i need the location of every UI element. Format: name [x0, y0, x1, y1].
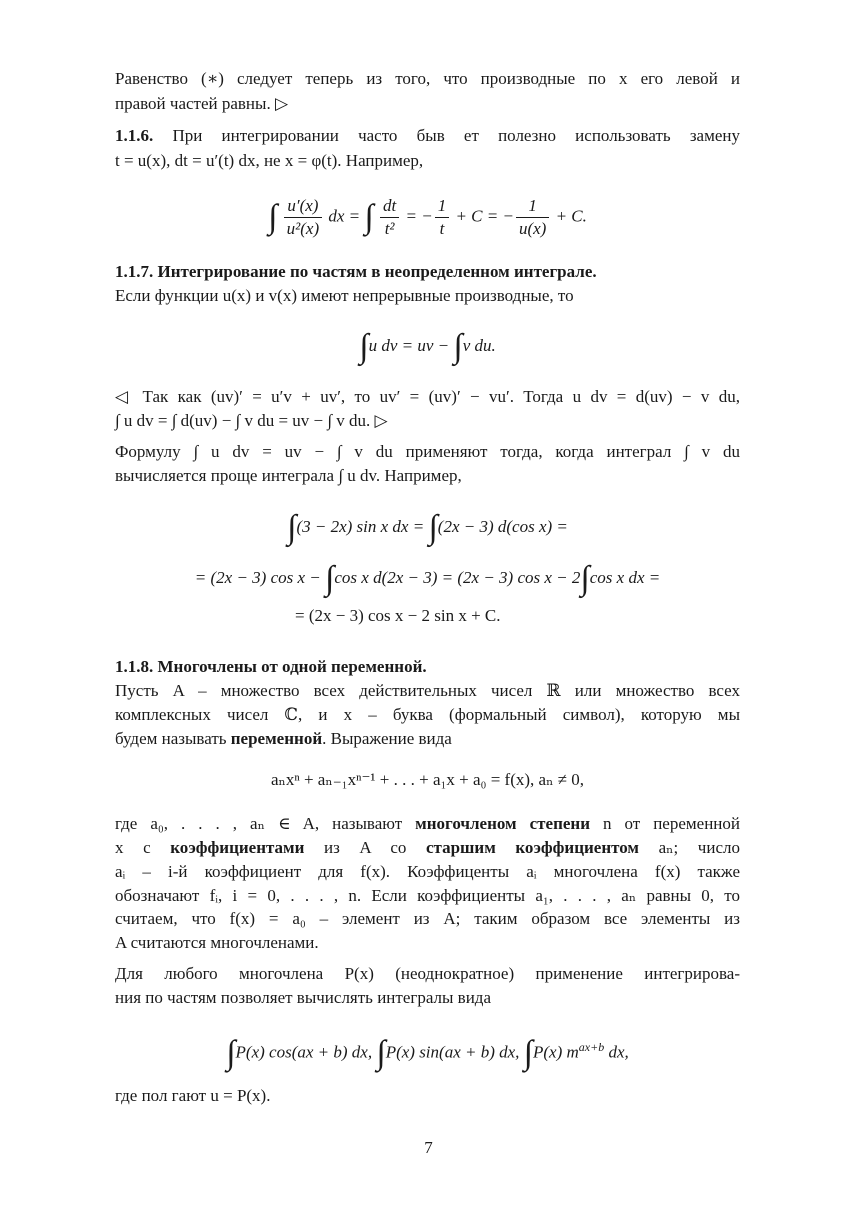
section-number-116: 1.1.6. [115, 126, 154, 145]
equation-polynomial: aₙxⁿ + aₙ₋₁xⁿ⁻¹ + . . . + a₁x + a₀ = f(x), aₙ ≠ 0, [270, 770, 585, 789]
equation-integrals: ∫P(x) cos(ax + b) dx, ∫P(x) sin(ax + b) dx, ∫P(x) $m^{ax+b}$ dx, [226, 1034, 629, 1072]
paragraph-116 [115, 125, 740, 147]
equation-example-line2: = (2x − 3) cos x − ∫cos x d(2x − 3) = (2x − 3) cos x − 2∫cos x dx = [194, 560, 661, 597]
text-line: обозначают fᵢ, i = 0, . . . , n. Если коэффициенты a₁, . . . , aₙ равны 0, то [115, 886, 740, 905]
text-line: Для любого многочлена P(x) (неоднократное) применение интегрирова- [115, 964, 740, 983]
text-line: x с коэффициентами из A со старшим коэффициентом aₙ; число [115, 838, 740, 857]
equation-example-line3: = (2x − 3) cos x − 2 sin x + C. [295, 606, 501, 625]
integral-sign: ∫ [364, 198, 374, 236]
text-line: A считаются многочленами. [115, 933, 319, 952]
equation-substitution: ∫ $\frac{u'(x)}{\text{u²(x)}}$ dx = ∫ $\frac{dt}{\text{t²}}$ = − $\frac{1}{t}$ + C = − $\frac{1}{u(x)}$ + C. [268, 196, 587, 238]
section-heading-118: 1.1.8. Многочлены от одной переменной. [115, 657, 427, 676]
equation-parts-formula: ∫u dv = uv − ∫v du. [359, 328, 496, 365]
text-line: aᵢ – i-й коэффициент для f(x). Коэффиценты aᵢ многочлена f(x) также [115, 862, 740, 881]
text-line: t = u(x), dt = u′(t) dx, не x = φ(t). Например, [115, 151, 424, 170]
text-line: ∫ u dv = ∫ d(uv) − ∫ v du = uv − ∫ v du. ▷ [115, 411, 388, 430]
text-line: считаем, что f(x) = a₀ – элемент из A; таким образом все элементы из [115, 909, 740, 928]
text-line: ◁ Так как (uv)′ = u′v + uv′, то uv′ = (uv)′ − vu′. Тогда u dv = d(uv) − v du, [115, 387, 740, 406]
text-line: ния по частям позволяет вычислять интегралы вида [115, 988, 492, 1007]
equation-example-line1: ∫(3 − 2x) sin x dx = ∫(2x − 3) d(cos x) = [287, 509, 568, 546]
text-line: Если функции u(x) и v(x) имеют непрерывные производные, то [115, 286, 574, 305]
text-line: Формулу ∫ u dv = uv − ∫ v du применяют тогда, когда интеграл ∫ v du [115, 442, 740, 461]
integral-sign: ∫ [268, 198, 278, 236]
page-number: 7 [424, 1138, 433, 1157]
fraction: $\frac{1}{t}$ [435, 195, 450, 240]
fraction: $\frac{dt}{\text{t²}}$ [380, 195, 399, 240]
text-line: комплексных чисел ℂ, и x – буква (формальный символ), которую мы [115, 705, 740, 724]
text-line: где a₀, . . . , aₙ ∈ A, называют многочленом степени n от переменной [115, 814, 740, 833]
text-line: будем называть переменной. Выражение вида [115, 729, 452, 748]
text-line: Пусть A – множество всех действительных чисел ℝ или множество всех [115, 681, 740, 700]
term-leading-coefficient: старшим коэффициентом [425, 838, 640, 857]
fraction: $\frac{1}{u(x)}$ [516, 195, 549, 240]
term-variable: переменной [230, 729, 323, 748]
fraction: $\frac{u'(x)}{\text{u²(x)}}$ [284, 195, 322, 240]
term-coefficients: коэффициентами [170, 838, 305, 857]
text-line: вычисляется проще интеграла ∫ u dv. Например, [115, 466, 462, 485]
text-line: где пол гают u = P(x). [115, 1086, 271, 1105]
text-line: Равенство (∗) следует теперь из того, что производные по x его левой и [115, 69, 740, 88]
text-line: правой частей равны. ▷ [115, 94, 289, 113]
term-polynomial-degree: многочленом степени [415, 814, 590, 833]
text: При интегрировании часто быв ет полезно использовать замену [153, 126, 740, 145]
section-heading-117: 1.1.7. Интегрирование по частям в неопределенном интеграле. [115, 262, 597, 281]
